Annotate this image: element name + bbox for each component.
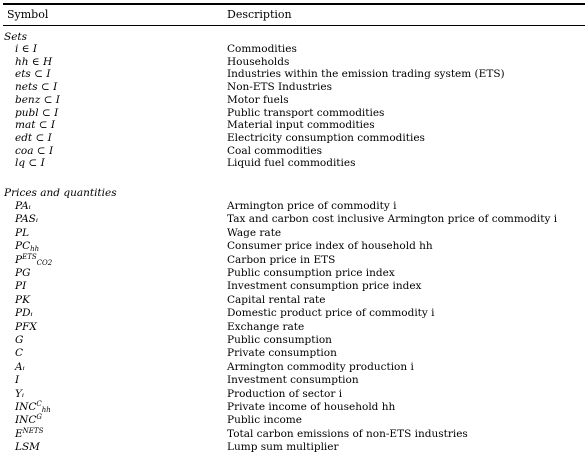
description-cell: Public transport commodities (227, 106, 385, 119)
description-column-header: Description (227, 8, 292, 21)
description-cell: Production of sector i (227, 387, 343, 400)
symbol-cell: G (15, 334, 24, 346)
table-row (0, 308, 588, 319)
symbol-cell: $INC^C_{hh}$ (15, 400, 51, 414)
table-row (0, 146, 588, 157)
table-row (0, 375, 588, 386)
table-row (0, 335, 588, 346)
table-row (0, 44, 588, 55)
symbol-cell: Aᵢ (15, 360, 25, 373)
table-row (0, 322, 588, 333)
table-row (0, 201, 588, 212)
description-cell: Carbon price in ETS (227, 253, 336, 266)
description-cell: Public consumption price index (227, 267, 395, 279)
symbol-cell: I (15, 374, 20, 387)
symbol-cell: PAᵢ (15, 200, 31, 212)
table-row (0, 281, 588, 292)
symbol-cell: PFX (15, 320, 37, 333)
description-cell: Material input commodities (227, 119, 375, 132)
description-cell: Households (227, 55, 290, 68)
description-cell: Wage rate (227, 226, 282, 239)
symbol-cell: $P^{ETS}_{CO2}$ (15, 252, 53, 267)
symbol-cell: PASᵢ (15, 213, 38, 226)
top-rule (3, 3, 585, 5)
table-row (0, 389, 588, 400)
table-row (0, 120, 588, 131)
description-cell: Tax and carbon cost inclusive Armington price of commodity i (227, 213, 558, 226)
table-row (0, 402, 588, 413)
symbol-cell: i ∈ I (15, 43, 37, 55)
description-cell: Consumer price index of household hh (227, 240, 433, 253)
description-cell: Investment consumption (227, 374, 359, 387)
description-cell: Non-ETS Industries (227, 81, 332, 94)
symbol-cell: edt ⊂ I (15, 131, 52, 144)
symbol-cell: mat ⊂ I (15, 119, 56, 132)
description-cell: Motor fuels (227, 93, 289, 106)
table-row (0, 295, 588, 306)
symbol-cell: LSM (15, 441, 40, 454)
description-cell: Public consumption (227, 334, 332, 346)
table-row (0, 133, 588, 144)
table-row (0, 108, 588, 119)
table-row (0, 426, 588, 440)
table-row (0, 69, 588, 80)
section-title: Sets (4, 31, 28, 43)
description-cell: Capital rental rate (227, 293, 326, 306)
table-row (0, 57, 588, 68)
symbol-cell: $INC^G$ (15, 413, 42, 427)
description-cell: Armington price of commodity i (227, 200, 397, 212)
table-row (0, 241, 588, 252)
table-row (0, 158, 588, 169)
symbol-cell: nets ⊂ I (15, 81, 58, 94)
table-row (0, 228, 588, 239)
description-cell: Commodities (227, 43, 297, 55)
symbol-cell: PK (15, 293, 30, 306)
description-cell: Industries within the emission trading system (ETS) (227, 68, 505, 81)
table-row (0, 95, 588, 106)
symbol-cell: Yᵢ (15, 387, 25, 400)
description-cell: Liquid fuel commodities (227, 157, 356, 170)
table-row (0, 362, 588, 373)
description-cell: Domestic product price of commodity i (227, 307, 435, 320)
header-rule (3, 25, 585, 26)
description-cell: Exchange rate (227, 320, 305, 333)
symbol-column-header: Symbol (7, 8, 49, 21)
symbol-cell: ets ⊂ I (15, 68, 51, 81)
description-cell: Investment consumption price index (227, 280, 422, 293)
symbol-cell: PI (15, 280, 27, 293)
table-row (0, 268, 588, 279)
symbol-cell: lq ⊂ I (15, 157, 45, 170)
table-row (0, 82, 588, 93)
symbol-cell: C (15, 347, 24, 360)
description-cell: Private income of household hh (227, 401, 396, 413)
description-cell: Electricity consumption commodities (227, 131, 425, 144)
table-row (0, 252, 588, 267)
section-title: Prices and quantities (4, 187, 117, 199)
table-row (0, 348, 588, 359)
description-cell: Total carbon emissions of non-ETS industries (227, 427, 468, 440)
symbol-cell: $PC_{hh}$ (15, 240, 40, 254)
table-row (0, 214, 588, 225)
symbol-cell: benz ⊂ I (15, 93, 60, 106)
symbol-cell: $E^{NETS}$ (15, 426, 44, 440)
symbol-cell: PDᵢ (15, 307, 33, 320)
symbol-cell: PL (15, 226, 30, 239)
symbol-cell: hh ∈ H (15, 55, 53, 68)
symbol-cell: PG (15, 267, 31, 279)
description-cell: Armington commodity production i (227, 360, 414, 373)
description-cell: Private consumption (227, 347, 337, 360)
description-cell: Lump sum multiplier (227, 441, 339, 454)
table-row (0, 442, 588, 453)
symbol-cell: publ ⊂ I (15, 106, 59, 119)
symbol-cell: coa ⊂ I (15, 144, 54, 157)
table-row (0, 415, 588, 426)
description-cell: Coal commodities (227, 144, 323, 157)
description-cell: Public income (227, 414, 302, 427)
